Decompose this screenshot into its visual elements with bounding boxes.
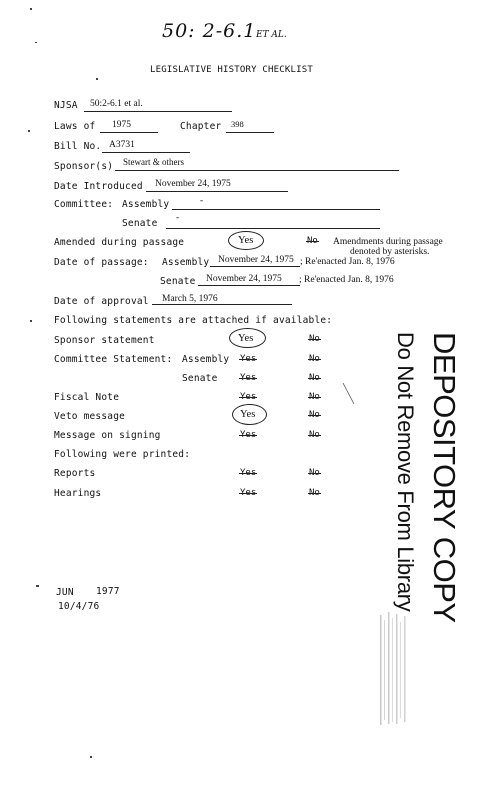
chapter-label: Chapter bbox=[180, 121, 222, 132]
printed-header: Following were printed: bbox=[54, 449, 191, 460]
veto-message-label: Veto message bbox=[54, 411, 126, 422]
njsa-label: NJSA bbox=[54, 100, 78, 111]
statements-header: Following statements are attached if available: bbox=[54, 315, 333, 326]
passage-assembly-suffix: ; Re'enacted Jan. 8, 1976 bbox=[300, 257, 395, 267]
date-introduced-value: November 24, 1975 bbox=[155, 179, 231, 189]
laws-value: 1975 bbox=[112, 120, 131, 130]
passage-senate-suffix: ; Re'enacted Jan. 8, 1976 bbox=[299, 275, 394, 285]
hearings-label: Hearings bbox=[54, 488, 102, 499]
fiscal-note-label: Fiscal Note bbox=[54, 392, 120, 403]
committee-assembly-label: Assembly bbox=[122, 199, 170, 210]
chapter-value: 398 bbox=[231, 119, 244, 129]
fiscal-note-no: No bbox=[309, 392, 320, 402]
passage-assembly-label: Assembly bbox=[162, 257, 210, 268]
committee-statement-label: Committee Statement: bbox=[54, 354, 173, 365]
signing-message-yes: Yes bbox=[240, 430, 257, 440]
passage-assembly-value: November 24, 1975 bbox=[218, 255, 294, 265]
hearings-no: No bbox=[309, 488, 320, 498]
committee-statement-assembly-label: Assembly bbox=[182, 354, 230, 365]
committee-statement-senate-no: No bbox=[309, 373, 320, 383]
bill-label: Bill No. bbox=[54, 141, 102, 152]
date-passage-label: Date of passage: bbox=[54, 257, 149, 268]
hearings-yes: Yes bbox=[240, 488, 257, 498]
approval-label: Date of approval bbox=[54, 296, 149, 307]
amended-label: Amended during passage bbox=[54, 237, 185, 248]
sponsor-statement-label: Sponsor statement bbox=[54, 335, 155, 346]
committee-statement-assembly-yes: Yes bbox=[240, 354, 257, 364]
passage-senate-value: November 24, 1975 bbox=[206, 274, 282, 284]
committee-statement-senate-label: Senate bbox=[182, 373, 218, 384]
bill-value: A3731 bbox=[109, 140, 135, 150]
signing-message-label: Message on signing bbox=[54, 430, 161, 441]
sponsors-value: Stewart & others bbox=[123, 157, 184, 167]
committee-label: Committee: bbox=[54, 199, 114, 210]
committee-assembly-value: - bbox=[200, 196, 204, 206]
page-title: LEGISLATIVE HISTORY CHECKLIST bbox=[150, 65, 313, 75]
reports-label: Reports bbox=[54, 468, 96, 479]
committee-statement-assembly-no: No bbox=[309, 354, 320, 364]
footer-month: JUN bbox=[56, 587, 74, 598]
fiscal-note-yes: Yes bbox=[240, 392, 257, 402]
sponsors-label: Sponsor(s) bbox=[54, 161, 114, 172]
approval-value: March 5, 1976 bbox=[162, 294, 218, 304]
scan-noise-strip bbox=[380, 612, 406, 725]
depository-stamp-line1: DEPOSITORY COPY bbox=[427, 332, 462, 623]
amended-yes: Yes bbox=[238, 235, 254, 246]
handwritten-title: 50: 2-6.1 bbox=[162, 20, 257, 42]
committee-statement-senate-yes: Yes bbox=[240, 373, 257, 383]
signing-message-no: No bbox=[309, 430, 320, 440]
passage-senate-label: Senate bbox=[160, 276, 196, 287]
reports-yes: Yes bbox=[240, 468, 257, 478]
sponsor-statement-no: No bbox=[309, 334, 320, 344]
reports-no: No bbox=[309, 468, 320, 478]
footer-date: 10/4/76 bbox=[58, 601, 100, 612]
date-introduced-label: Date Introduced bbox=[54, 181, 143, 192]
handwritten-suffix: ET AL. bbox=[256, 30, 287, 40]
committee-senate-label: Senate bbox=[122, 218, 158, 229]
laws-label: Laws of bbox=[54, 121, 96, 132]
sponsor-statement-yes: Yes bbox=[238, 333, 254, 344]
amended-no: No bbox=[307, 236, 318, 246]
depository-stamp-line2: Do Not Remove From Library bbox=[393, 332, 418, 612]
njsa-value: 50:2-6.1 et al. bbox=[90, 99, 143, 109]
amended-note-line1: Amendments during passage bbox=[333, 237, 443, 247]
veto-message-no: No bbox=[309, 410, 320, 420]
committee-senate-value: - bbox=[176, 213, 180, 223]
stray-mark bbox=[343, 383, 354, 404]
amended-note-line2: denoted by asterisks. bbox=[350, 247, 430, 257]
footer-year: 1977 bbox=[96, 586, 120, 597]
veto-message-yes: Yes bbox=[240, 409, 256, 420]
